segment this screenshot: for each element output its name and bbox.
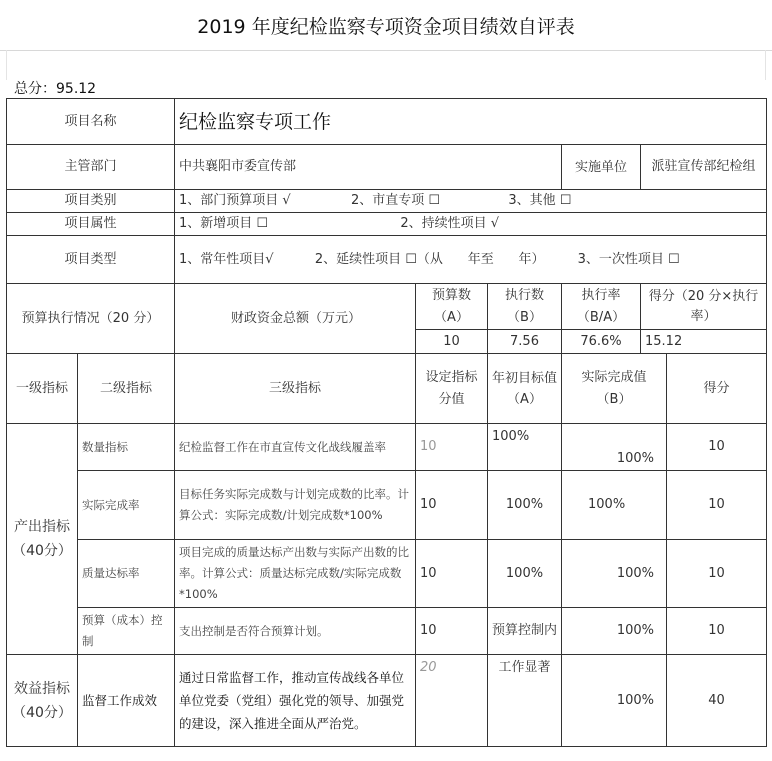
output-actual: 100% [562,471,667,540]
page-title: 2019 年度纪检监察专项资金项目绩效自评表 [0,0,772,51]
type-options: 1、常年性项目√ 2、延续性项目 ☐（从 年至 年） 3、一次性项目 ☐ [175,236,767,284]
project-name-label: 项目名称 [7,99,175,145]
output-score: 10 [667,608,767,655]
output-actual: 100% [562,424,667,471]
row-category [7,190,767,213]
row-attribute [7,213,767,236]
department-label: 主管部门 [7,145,175,190]
benefit-score: 40 [667,655,767,747]
row-project-name [7,99,767,145]
output-target: 100% [488,424,562,471]
benefit-l3: 通过日常监督工作，推动宣传战线各单位单位党委（党组）强化党的领导、加强党的建设，深入推进全面从严治党。 [175,655,416,747]
level1-header: 一级指标 [7,354,78,424]
budget-score-header: 得分（20 分×执行率） [641,284,767,330]
output-l3: 目标任务实际完成数与计划完成数的比率。计算公式：实际完成数/计划完成数*100% [175,471,416,540]
output-indicator-label: 产出指标（40分） [7,424,78,655]
category-options [175,190,767,213]
attribute-options [175,213,767,236]
table-row [7,608,767,655]
row-department [7,145,767,190]
table-row [7,471,767,540]
category-option-1: 1、部门预算项目 √ [179,193,291,208]
grid-guide-left [6,50,7,80]
output-actual: 100% [562,608,667,655]
actual-header: 实际完成值（B） [562,354,667,424]
output-l2: 预算（成本）控制 [78,608,175,655]
output-score: 10 [667,424,767,471]
score-header: 得分 [667,354,767,424]
row-indicator-header [7,354,767,424]
budget-b-header: 执行数（B） [488,284,562,330]
implementer-value: 派驻宣传部纪检组 [641,145,767,190]
output-l3: 项目完成的质量达标产出数与实际产出数的比率。计算公式：质量达标完成数/实际完成数*100% [175,540,416,608]
output-score: 10 [667,471,767,540]
budget-a-value: 10 [416,330,488,354]
project-name-value: 纪检监察专项工作 [175,99,767,145]
benefit-indicator-label: 效益指标（40分） [7,655,78,747]
implementer-label: 实施单位 [562,145,641,190]
type-label: 项目类型 [7,236,175,284]
output-weight: 10 [416,540,488,608]
target-header: 年初目标值（A） [488,354,562,424]
benefit-weight: 20 [416,655,488,747]
output-weight: 10 [416,424,488,471]
fund-total-label: 财政资金总额（万元） [175,284,416,354]
total-score: 总分：95.12 [14,81,97,97]
weight-header: 设定指标分值 [416,354,488,424]
level2-header: 二级指标 [78,354,175,424]
output-score: 10 [667,540,767,608]
output-weight: 10 [416,608,488,655]
budget-b-value: 7.56 [488,330,562,354]
evaluation-table [6,98,767,747]
output-actual: 100% [562,540,667,608]
output-target: 100% [488,471,562,540]
grid-guide-right [765,50,766,80]
level3-header: 三级指标 [175,354,416,424]
output-l3: 纪检监督工作在市直宣传文化战线履盖率 [175,424,416,471]
attribute-option-1: 1、新增项目 ☐ [179,216,269,231]
table-row [7,655,767,747]
output-target: 100% [488,540,562,608]
row-type [7,236,767,284]
table-row [7,540,767,608]
row-budget-header [7,284,767,330]
category-label: 项目类别 [7,190,175,213]
benefit-target: 工作显著 [488,655,562,747]
budget-a-header: 预算数（A） [416,284,488,330]
budget-score-value: 15.12 [641,330,767,354]
budget-rate-value: 76.6% [562,330,641,354]
output-target: 预算控制内 [488,608,562,655]
attribute-option-2: 2、持续性项目 √ [400,216,500,231]
attribute-label: 项目属性 [7,213,175,236]
output-l2: 实际完成率 [78,471,175,540]
benefit-actual: 100% [562,655,667,747]
category-option-3: 3、其他 ☐ [508,193,572,208]
department-value: 中共襄阳市委宣传部 [175,145,562,190]
output-l2: 质量达标率 [78,540,175,608]
category-option-2: 2、市直专项 ☐ [350,193,441,208]
output-l2: 数量指标 [78,424,175,471]
benefit-l2: 监督工作成效 [78,655,175,747]
output-weight: 10 [416,471,488,540]
budget-rate-header: 执行率（B/A） [562,284,641,330]
budget-label: 预算执行情况（20 分） [7,284,175,354]
table-row [7,424,767,471]
output-l3: 支出控制是否符合预算计划。 [175,608,416,655]
